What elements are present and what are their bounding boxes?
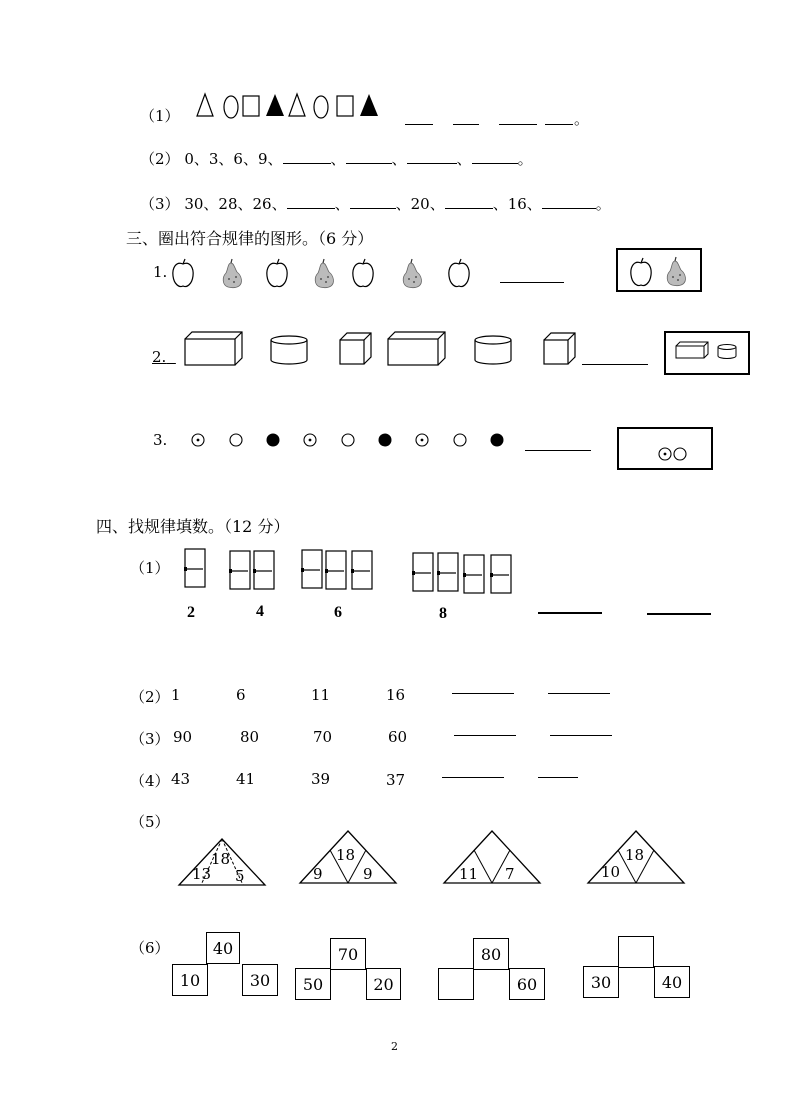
answer-blank[interactable] xyxy=(550,735,612,736)
card-icon xyxy=(229,551,250,589)
seq-number: 41 xyxy=(236,770,256,788)
triangle-right: 7 xyxy=(505,865,515,883)
seq-number: 11 xyxy=(311,686,331,704)
solid-pattern xyxy=(183,330,583,366)
hollow-triangle-icon xyxy=(197,94,213,116)
answer-blank[interactable] xyxy=(499,124,537,125)
q2-label: （2） xyxy=(140,150,180,168)
shape-pattern xyxy=(195,92,395,124)
pyramid-left-box: 50 xyxy=(295,968,331,1000)
pyramid-right-box: 30 xyxy=(242,964,278,996)
q3-row: （3） 30、28、26、 、 、20、 、16、 。 xyxy=(140,195,611,213)
cuboid-icon xyxy=(185,332,242,365)
cuboid-icon xyxy=(388,332,445,365)
number-triangle xyxy=(299,830,397,885)
section4-title: 四、找规律填数。（12 分） xyxy=(96,517,290,536)
triangle-top: 18 xyxy=(336,846,356,864)
q1-end: 。 xyxy=(574,110,590,128)
apple-icon xyxy=(353,259,373,287)
seq-number: 1 xyxy=(171,686,181,704)
cylinder-icon xyxy=(718,345,736,359)
seq-number: 70 xyxy=(313,728,333,746)
choice-box-3[interactable] xyxy=(617,427,713,470)
q2-seq: 0、3、6、9、 xyxy=(184,150,283,168)
seq-number: 90 xyxy=(173,728,193,746)
q4-4-label: （4） xyxy=(130,772,170,790)
hollow-circle-icon xyxy=(674,448,686,460)
card-icon xyxy=(301,550,322,588)
answer-blank[interactable] xyxy=(548,693,610,694)
solid-circle-icon xyxy=(379,434,392,447)
card-icon xyxy=(253,551,274,589)
pyramid-right-box: 60 xyxy=(509,968,545,1000)
pear-icon xyxy=(223,259,241,288)
pyramid-right-box: 20 xyxy=(366,968,401,1000)
pyramid-left-box[interactable] xyxy=(438,968,474,1000)
pyramid-top-box: 70 xyxy=(330,938,366,970)
triangle-top: 18 xyxy=(625,846,645,864)
seq-number: 6 xyxy=(236,686,246,704)
choice-box-2[interactable] xyxy=(664,331,750,375)
answer-blank[interactable] xyxy=(283,163,331,164)
card-icon xyxy=(184,549,205,587)
choice-box-1[interactable] xyxy=(616,248,702,292)
card-icon xyxy=(437,553,458,591)
triangle-right: 9 xyxy=(363,865,373,883)
triangle-right: 5 xyxy=(235,867,245,885)
triangle-top: 18 xyxy=(211,850,231,868)
row2-label: 2. xyxy=(152,348,167,366)
row3-label: 3. xyxy=(153,431,168,449)
answer-blank[interactable] xyxy=(538,777,578,778)
card-icon xyxy=(490,555,511,593)
hollow-square-icon xyxy=(337,96,353,116)
seq-number: 43 xyxy=(171,770,191,788)
pyramid-top-box[interactable] xyxy=(618,936,654,968)
hollow-triangle-icon xyxy=(289,94,305,116)
cube-icon xyxy=(544,333,575,364)
answer-blank[interactable] xyxy=(542,208,596,209)
card-icon xyxy=(463,555,484,593)
cylinder-icon xyxy=(271,336,307,364)
solid-triangle-icon xyxy=(360,94,378,116)
pyramid-top-box: 40 xyxy=(206,932,240,964)
pear-icon xyxy=(315,259,333,288)
card-icon xyxy=(412,553,433,591)
q1-label: （1） xyxy=(140,107,180,125)
number-triangle xyxy=(587,830,685,885)
q4-2-label: （2） xyxy=(130,688,170,706)
q3-seq: 30、28、26、 xyxy=(184,195,287,213)
hollow-circle-icon xyxy=(454,434,466,446)
answer-blank[interactable] xyxy=(346,163,392,164)
apple-icon xyxy=(631,258,651,286)
q3-label: （3） xyxy=(140,195,180,213)
answer-blank[interactable] xyxy=(452,693,514,694)
card-icon xyxy=(325,551,346,589)
pyramid-left-box: 30 xyxy=(583,966,619,998)
answer-blank[interactable] xyxy=(445,208,493,209)
triangle-left: 11 xyxy=(459,865,479,883)
circle-pattern xyxy=(188,430,508,450)
seq-number: 60 xyxy=(388,728,408,746)
card-count: 4 xyxy=(256,603,264,620)
triangle-left: 9 xyxy=(313,865,323,883)
card-count: 8 xyxy=(439,605,447,622)
section3-title: 三、圈出符合规律的图形。（6 分） xyxy=(126,229,374,248)
seq-number: 39 xyxy=(311,770,331,788)
pyramid-left-box: 10 xyxy=(172,964,208,996)
card-pattern xyxy=(183,545,523,595)
answer-blank[interactable] xyxy=(647,613,711,615)
fruit-pattern xyxy=(170,255,480,291)
answer-blank[interactable] xyxy=(545,124,573,125)
number-triangle xyxy=(178,838,266,886)
page-number: 2 xyxy=(391,1040,398,1053)
answer-blank[interactable] xyxy=(472,163,518,164)
hollow-circle-icon xyxy=(230,434,242,446)
solid-circle-icon xyxy=(267,434,280,447)
cylinder-icon xyxy=(475,336,511,364)
hollow-square-icon xyxy=(243,96,259,116)
card-count: 2 xyxy=(187,604,195,621)
dotted-circle-icon xyxy=(304,434,316,446)
cuboid-icon xyxy=(676,342,708,358)
hollow-circle-icon xyxy=(342,434,354,446)
solid-circle-icon xyxy=(491,434,504,447)
apple-icon xyxy=(173,259,193,287)
pear-icon xyxy=(667,257,685,286)
dotted-circle-icon xyxy=(192,434,204,446)
answer-blank[interactable] xyxy=(350,208,396,209)
solid-triangle-icon xyxy=(266,94,284,116)
apple-icon xyxy=(267,259,287,287)
answer-blank[interactable] xyxy=(287,208,335,209)
pyramid-right-box: 40 xyxy=(654,966,690,998)
answer-blank[interactable] xyxy=(453,124,479,125)
q2-row: （2） 0、3、6、9、 、 、 、 。 xyxy=(140,150,533,168)
answer-blank[interactable] xyxy=(442,777,504,778)
answer-blank[interactable] xyxy=(405,124,433,125)
answer-blank[interactable] xyxy=(454,735,516,736)
q4-5-label: （5） xyxy=(130,813,170,831)
dotted-circle-icon xyxy=(416,434,428,446)
number-triangle xyxy=(443,830,541,885)
apple-icon xyxy=(449,259,469,287)
seq-number: 37 xyxy=(386,771,406,789)
hollow-oval-icon xyxy=(314,96,328,118)
row1-label: 1. xyxy=(153,263,168,281)
card-count: 6 xyxy=(334,604,342,621)
triangle-left: 10 xyxy=(601,863,621,881)
cube-icon xyxy=(340,333,371,364)
q4-3-label: （3） xyxy=(130,730,170,748)
triangle-left: 13 xyxy=(192,865,212,883)
answer-blank[interactable] xyxy=(582,364,648,365)
card-icon xyxy=(351,551,372,589)
dotted-circle-icon xyxy=(659,448,671,460)
answer-blank[interactable] xyxy=(525,450,591,451)
answer-blank[interactable] xyxy=(500,282,564,283)
answer-blank[interactable] xyxy=(538,612,602,614)
pyramid-top-box: 80 xyxy=(473,938,509,970)
answer-blank[interactable] xyxy=(407,163,457,164)
seq-number: 16 xyxy=(386,686,406,704)
seq-number: 80 xyxy=(240,728,260,746)
q4-1-label: （1） xyxy=(130,559,170,577)
q4-6-label: （6） xyxy=(130,939,170,957)
hollow-oval-icon xyxy=(224,96,238,118)
pear-icon xyxy=(403,259,421,288)
